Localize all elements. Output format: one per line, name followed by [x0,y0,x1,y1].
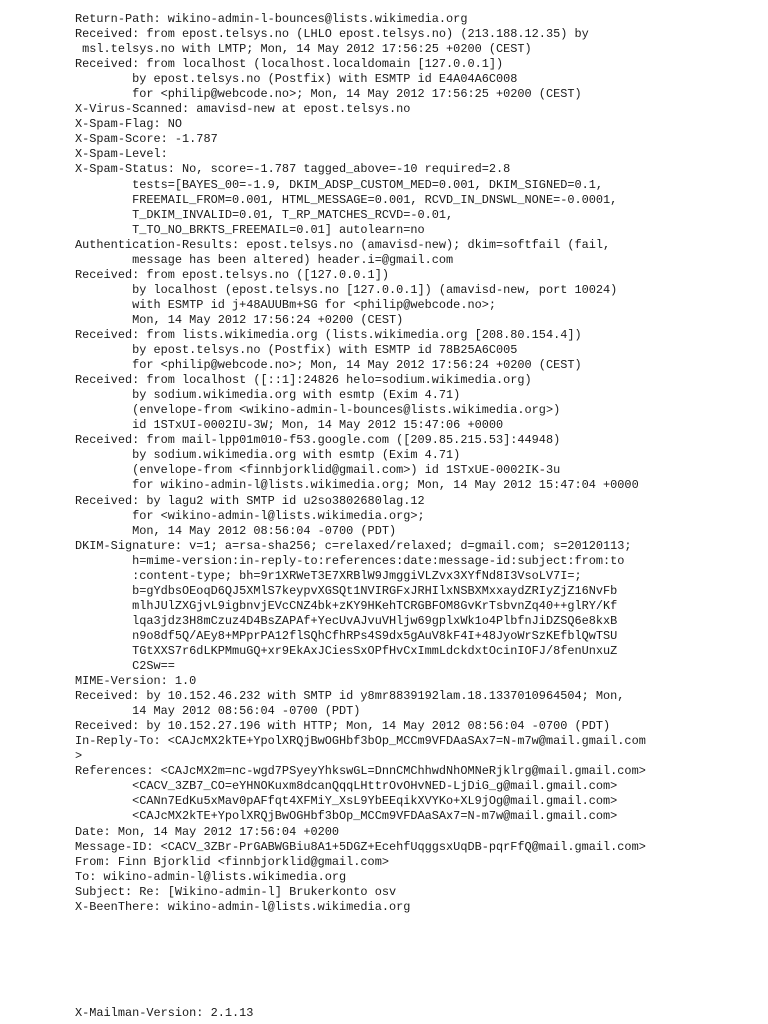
header-line: References: <CAJcMX2m=nc-wgd7PSyeyYhkswGL=DnnCMChhwdNhOMNeRjklrg@mail.gmail.com> [75,764,646,779]
header-line: tests=[BAYES_00=-1.9, DKIM_ADSP_CUSTOM_MED=0.001, DKIM_SIGNED=0.1, [75,177,604,192]
header-line: mlhJUlZXGjvL9igbnvjEVcCNZ4bk+zKY9HKehTCRGBFOM8GvKrTsbvnZq40++glRY/Kf [75,598,618,613]
header-line: msl.telsys.no with LMTP; Mon, 14 May 2012 17:56:25 +0200 (CEST) [75,42,532,57]
header-line: message has been altered) header.i=@gmail.com [75,252,454,267]
header-line: Date: Mon, 14 May 2012 17:56:04 +0200 [75,824,340,839]
header-line: T_DKIM_INVALID=0.01, T_RP_MATCHES_RCVD=-0.01, [75,207,454,222]
header-line: X-Virus-Scanned: amavisd-new at epost.telsys.no [75,102,411,117]
header-line: Subject: Re: [Wikino-admin-l] Brukerkonto osv [75,884,397,899]
header-line: <CANn7EdKu5xMav0pAFfqt4XFMiY_XsL9YbEEqikXVYKo+XL9jOg@mail.gmail.com> [75,794,618,809]
header-line: by localhost (epost.telsys.no [127.0.0.1]) (amavisd-new, port 10024) [75,282,618,297]
header-line: Received: by lagu2 with SMTP id u2so3802680lag.12 [75,493,425,508]
email-headers [75,12,755,915]
header-line: (envelope-from <finnbjorklid@gmail.com>) id 1STxUE-0002IK-3u [75,463,561,478]
header-line: by epost.telsys.no (Postfix) with ESMTP id 78B25A6C005 [75,343,518,358]
header-line: 14 May 2012 08:56:04 -0700 (PDT) [75,704,361,719]
header-line: by sodium.wikimedia.org with esmtp (Exim 4.71) [75,448,461,463]
header-line: Received: from localhost ([::1]:24826 helo=sodium.wikimedia.org) [75,373,532,388]
header-line: :content-type; bh=9r1XRWeT3E7XRBlW9JmggiVLZvx3XYfNd8I3VsoLV7I=; [75,568,582,583]
header-line: C2Sw== [75,659,175,674]
header-line: MIME-Version: 1.0 [75,674,197,689]
header-line: X-Spam-Level: [75,147,168,162]
header-line: X-Spam-Score: -1.787 [75,132,218,147]
header-line: Received: from lists.wikimedia.org (lists.wikimedia.org [208.80.154.4]) [75,327,582,342]
header-line: by epost.telsys.no (Postfix) with ESMTP id E4A04A6C008 [75,72,518,87]
header-line: Authentication-Results: epost.telsys.no (amavisd-new); dkim=softfail (fail, [75,237,611,252]
header-line: Mon, 14 May 2012 08:56:04 -0700 (PDT) [75,523,397,538]
header-line: h=mime-version:in-reply-to:references:date:message-id:subject:from:to [75,553,625,568]
header-line: In-Reply-To: <CAJcMX2kTE+YpolXRQjBwOGHbf3bOp_MCCm9VFDAaSAx7=N-m7w@mail.gmail.com [75,734,646,749]
header-line: (envelope-from <wikino-admin-l-bounces@lists.wikimedia.org>) [75,403,561,418]
header-line: for <philip@webcode.no>; Mon, 14 May 2012 17:56:25 +0200 (CEST) [75,87,582,102]
header-line: Received: by 10.152.46.232 with SMTP id y8mr8839192lam.18.1337010964504; Mon, [75,689,625,704]
header-line: Return-Path: wikino-admin-l-bounces@lists.wikimedia.org [75,12,468,26]
header-line: From: Finn Bjorklid <finnbjorklid@gmail.com> [75,854,389,869]
header-line: T_TO_NO_BRKTS_FREEMAIL=0.01] autolearn=no [75,222,425,237]
mailman-version-line: X-Mailman-Version: 2.1.13 [75,1006,254,1020]
header-line: X-Spam-Flag: NO [75,117,183,132]
header-line: by sodium.wikimedia.org with esmtp (Exim 4.71) [75,388,461,403]
header-line: for <wikino-admin-l@lists.wikimedia.org>; [75,508,425,523]
header-line: Mon, 14 May 2012 17:56:24 +0200 (CEST) [75,312,404,327]
header-line: > [75,749,83,764]
header-line: for <philip@webcode.no>; Mon, 14 May 2012 17:56:24 +0200 (CEST) [75,358,582,373]
header-line: Received: from epost.telsys.no (LHLO epost.telsys.no) (213.188.12.35) by [75,27,589,42]
header-line: Received: from localhost (localhost.localdomain [127.0.0.1]) [75,57,504,72]
header-line: To: wikino-admin-l@lists.wikimedia.org [75,869,347,884]
header-line: for wikino-admin-l@lists.wikimedia.org; Mon, 14 May 2012 15:47:04 +0000 [75,478,639,493]
header-line: lqa3jdz3H8mCzuz4D4BsZAPAf+YecUvAJvuVHljw69gplxWk1o4PlbfnJiDZSQ6e8kxB [75,613,618,628]
header-line: FREEMAIL_FROM=0.001, HTML_MESSAGE=0.001, RCVD_IN_DNSWL_NONE=-0.0001, [75,192,618,207]
header-line: Received: from epost.telsys.no ([127.0.0.1]) [75,267,389,282]
header-line: <CACV_3ZB7_CO=eYHNOKuxm8dcanQqqLHttrOvOHvNED-LjDiG_g@mail.gmail.com> [75,779,618,794]
header-line: Message-ID: <CACV_3ZBr-PrGABWGBiu8A1+5DGZ+EcehfUqggsxUqDB-pqrFfQ@mail.gmail.com> [75,839,646,854]
header-line: id 1STxUI-0002IU-3W; Mon, 14 May 2012 15:47:06 +0000 [75,418,504,433]
header-line: X-Spam-Status: No, score=-1.787 tagged_above=-10 required=2.8 [75,162,511,177]
header-line: Received: by 10.152.27.196 with HTTP; Mon, 14 May 2012 08:56:04 -0700 (PDT) [75,719,611,734]
header-line: TGtXXS7r6dLKPMmuGQ+xr9EkAxJCiesSxOPfHvCxImmLdckdxtOcinIOFJ/8fenUnxuZ [75,643,618,658]
header-line: with ESMTP id j+48AUUBm+SG for <philip@webcode.no>; [75,297,496,312]
header-line: n9o8df5Q/AEy8+MPprPA12flSQhCfhRPs4S9dx5gAuV8kF4I+48JyoWrSzKEfblQwTSU [75,628,618,643]
header-line: X-BeenThere: wikino-admin-l@lists.wikimedia.org [75,899,411,914]
header-line: DKIM-Signature: v=1; a=rsa-sha256; c=relaxed/relaxed; d=gmail.com; s=20120113; [75,538,632,553]
header-line: <CAJcMX2kTE+YpolXRQjBwOGHbf3bOp_MCCm9VFDAaSAx7=N-m7w@mail.gmail.com> [75,809,618,824]
header-line: b=gYdbsOEoqD6QJ5XMlS7keypvXGSQt1NVIRGFxJRHIlxNSBXMxxaydZRIyZjZ16NvFb [75,583,618,598]
header-line: Received: from mail-lpp01m010-f53.google.com ([209.85.215.53]:44948) [75,433,561,448]
